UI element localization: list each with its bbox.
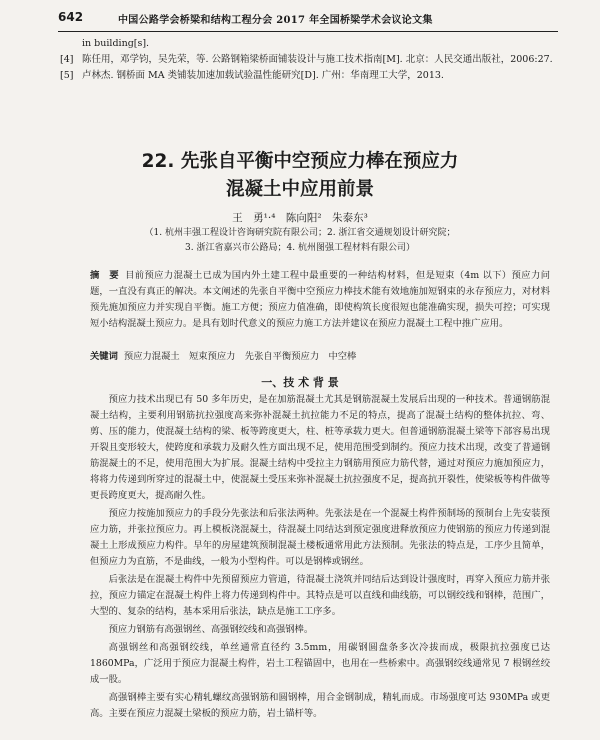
- keywords-text: 预应力混凝土 短束预应力 先张自平衡预应力 中空棒: [123, 351, 357, 362]
- paragraph: 预应力技术出现已有 50 多年历史，是在加筋混凝土尤其是钢筋混凝土发展后出现的一种技术。普通钢筋混凝土结构，主要利用钢筋抗拉强度高来弥补混凝土抗拉能力不足的特点，提高了混凝土结构的整体抗拉、弯、剪、压的能力，使混凝土结构的梁、板等跨度更大，柱、桩等承载力更大。但普通钢筋混凝土梁等下部容易出现开裂且变形较大，使跨度和承载力及耐久性方面出现不足，使用范围受到制约。预应力技术出现，改变了普通钢筋混凝土的不足，使用范围大为扩展。混凝土结构中受拉主力钢筋用预应力筋代替，通过对预应力施加预应力，将将力传递到所穿过的混凝土中，使混凝土受压来弥补混凝土抗拉强度不足，提高抗开裂性，使梁板等构件做等更長跨度更大，提高耐久性。: [90, 394, 550, 501]
- keywords-label: 关键词: [90, 351, 118, 362]
- paragraph: 高强钢棒主要有实心精轧螺纹高强钢筋和圆钢棒，用合金钢制成，精轧而成。市场强度可达 930MPa 或更高。主要在预应力混凝土梁板的预应力筋，岩土锚杆等。: [90, 692, 550, 719]
- page-number: 642: [58, 10, 84, 24]
- running-header: [58, 7, 558, 32]
- title-line-2: 混凝土中应用前景: [225, 179, 374, 200]
- abstract-label: 摘 要: [90, 270, 120, 281]
- author-list: 王 勇¹·⁴ 陈向阳² 朱泰东³: [232, 212, 368, 224]
- reference-item: [5] 卢林杰. 钢桥面 MA 类铺装加速加载试验温性能研究[D]. 广州：华南理工大学，2013.: [60, 70, 444, 81]
- section-heading: 一、技 术 背 景: [261, 376, 339, 389]
- reference-item: [4] 陈任用，邓学钧，吴先荣，等. 公路钢箱梁桥面铺装设计与施工技术指南[M]. 北京：人民交通出版社，2006:27.: [60, 54, 553, 65]
- title-line-1: 22. 先张自平衡中空预应力棒在预应力: [141, 151, 459, 172]
- affiliations: （1. 杭州丰强工程设计咨询研究院有限公司；2. 浙江省交通规划设计研究院； 3. 浙江省嘉兴市公路局；4. 杭州图强工程材料有限公司）: [144, 228, 456, 253]
- keywords: [90, 348, 550, 362]
- paragraph: 预应力按施加预应力的手段分先张法和后张法两种。先张法是在一个混凝土构件预制场的预制台上先安装预应力筋，并张拉预应力。再上模板浇混凝土，待混凝土同结达到预定强度进释放预应力使钢筋的预应力传递到混凝土上形成预应力构件。早年的房屋建筑预制混凝土楼板通常用此方法预制。先张法的特点是，工序少且简单，但预应力为直筋，不是曲线，一般为小型构件。可以是钢棒或钢丝。: [90, 508, 550, 567]
- paragraph: 高强钢丝和高强钢绞线，单丝通常直径约 3.5mm，用碳钢圆盘条多次冷拔而成，极限抗拉强度已达 1860MPa，广泛用于预应力混凝土构件，岩土工程锚固中，也用在一些桥索中。高强钢绞线通常见 7 根钢丝绞成一股。: [90, 642, 550, 685]
- article-title: [60, 148, 540, 204]
- paragraph: 预应力钢筋有高强钢丝、高强钢绞线和高强钢棒。: [108, 624, 314, 635]
- abstract-text: 目前预应力混凝土已成为国内外土建工程中最重要的一种结构材料，但是短束（4m 以下）预应力问题，一直没有真正的解决。本文阐述的先张自平衡中空预应力棒技术能有效地施加短钢束的永存预应力，对材料预先施加预应力并实现自平衡。施工方便；预应力值准确，即使构筑长度很短也能准确实现，损失可控；可实现短小结构混凝土预应力。是具有划时代意义的预应力施工方法并建议在预应力混凝土工程中推广应用。: [90, 270, 550, 329]
- abstract: [90, 268, 550, 332]
- reference-item: in building[s].: [82, 38, 150, 49]
- journal-title: 中国公路学会桥梁和结构工程分会 2017 年全国桥梁学术会议论文集: [118, 15, 433, 26]
- reference-list: [60, 36, 560, 84]
- article-body: [90, 392, 550, 722]
- paragraph: 后张法是在混凝土构件中先预留预应力管道，待混凝土浇筑并同结后达到设计强度时，再穿入预应力筋并张拉，预应力锚定在混凝土构件上将力传递到构件中。其特点是可以直线和曲线筋，可以钢绞线和钢棒，范围广，大型的、复杂的结构，基本采用后张法，缺点是施工工序多。: [90, 574, 550, 617]
